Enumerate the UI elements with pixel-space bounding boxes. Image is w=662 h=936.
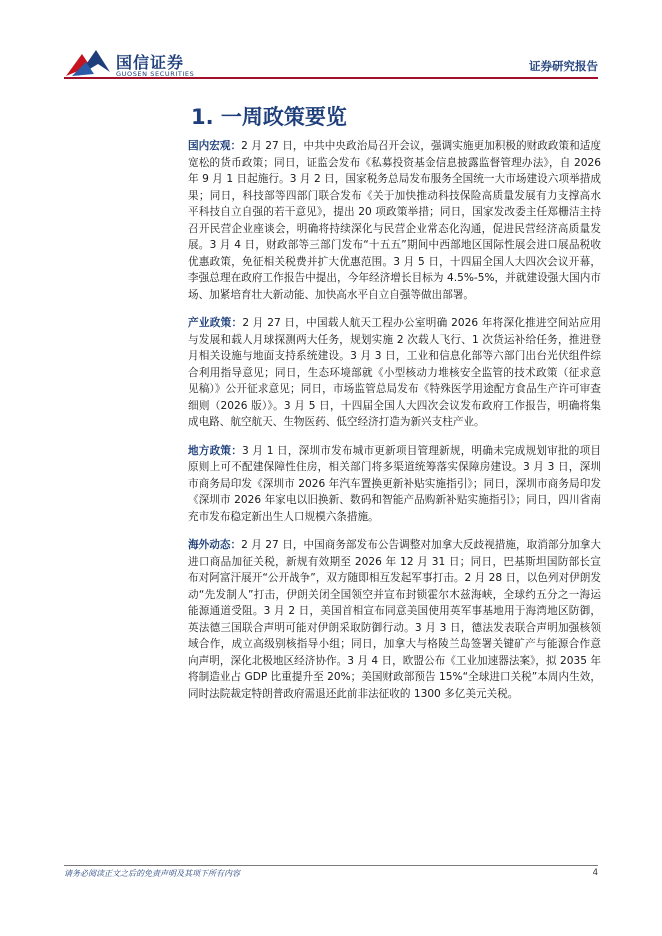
paragraph-text: 2 月 27 日，中共中央政治局召开会议，强调实施更加积极的财政政策和适度宽松的货币政策；同日，证监会发布《私募投资基金信息披露监督管理办法》，自 2026 年 9 月 1 日起施行。3 月 2 日，国家税务总局发布服务全国统一大市场建设六项举措成果；同日，科技部等四部门联合发布《关于加快推动科技保险高质量发展有力支撑高水平科技自立自强的若干意见》，提出 20 项政策举措；同日，国家发改委主任郑栅洁主持召开民营企业座谈会，明确将持续深化与民营企业常态化沟通，促进民营经济高质量发展。3 月 4 日，财政部等三部门发布“十五五”期间中西部地区国际性展会进口展品税收优惠政策，免征相关税费并扩大优惠范围。3 月 5 日，十四届全国人大四次会议开幕，李强总理在政府工作报告中提出，今年经济增长目标为 4.5%-5%，并就建设强大国内市场、加紧培育壮大新动能、加快高水平自立自强等做出部署。 bbox=[188, 140, 601, 301]
header-divider bbox=[64, 77, 598, 79]
logo-text-cn: 国信证券 bbox=[116, 53, 185, 72]
footer-divider bbox=[64, 865, 598, 866]
paragraph-text: 2 月 27 日，中国载人航天工程办公室明确 2026 年将深化推进空间站应用与发展和载人月球探测两大任务，规划实施 2 次载人飞行、1 次货运补给任务，推进登月相关设施与地面支持系统建设。3 月 3 日，工业和信息化部等六部门出台光伏组件综合利用指导意见；同日，生态环境部就《小型核动力堆核安全监管的技术政策（征求意见稿）》公开征求意见；同日，市场监管总局发布《特殊医学用途配方食品生产许可审查细则（2026 版）》。3 月 5 日，十四届全国人大四次会议发布政府工作报告，明确将集成电路、航空航天、生物医药、低空经济打造为新兴支柱产业。 bbox=[188, 317, 602, 428]
policy-content bbox=[188, 138, 601, 714]
guosen-logo-mark-icon bbox=[64, 48, 112, 78]
paragraph-label: 地方政策： bbox=[188, 444, 243, 457]
paragraph-industry-policy bbox=[188, 315, 601, 431]
logo-text-en: GUOSEN SECURITIES bbox=[116, 70, 195, 78]
section-title: 1. 一周政策要览 bbox=[191, 105, 347, 129]
page-number: 4 bbox=[592, 868, 598, 878]
paragraph-domestic-macro bbox=[188, 138, 601, 303]
page-header bbox=[0, 0, 662, 80]
paragraph-label: 海外动态： bbox=[188, 539, 242, 551]
guosen-logo bbox=[64, 48, 214, 80]
paragraph-local-policy bbox=[188, 443, 601, 526]
paragraph-text: 2 月 27 日，中国商务部发布公告调整对加拿大反歧视措施，取消部分加拿大进口商品加征关税，新规有效期至 2026 年 12 月 31 日；同日，巴基斯坦国防部长宣布对阿富汗展开“公开战争”，双方随即相互发起军事打击。2 月 28 日，以色列对伊朗发动“先发制人”打击，伊朗关闭全国领空并宣布封锁霍尔木兹海峡，全球约五分之一海运能源通道受阻。3 月 2 日，美国首相宣布同意美国使用英军事基地用于海湾地区防御，英法德三国联合声明可能对伊朗采取防御行动。3 月 3 日，德法发表联合声明加强核领域合作，成立高级别核指导小组；同日，加拿大与格陵兰岛签署关键矿产与能源合作意向声明，深化北极地区经济协作。3 月 4 日，欧盟公布《工业加速器法案》，拟 2035 年将制造业占 GDP 比重提升至 20%；美国财政部预告 15%“全球进口关税”本周内生效，同时法院裁定特朗普政府需退还此前非法征收的 1300 多亿美元关税。 bbox=[188, 539, 601, 700]
paragraph-overseas bbox=[188, 537, 601, 702]
paragraph-label: 国内宏观： bbox=[188, 140, 242, 152]
paragraph-label: 产业政策： bbox=[188, 317, 243, 329]
paragraph-text: 3 月 1 日，深圳市发布城市更新项目管理新规，明确未完成规划审批的项目原则上可不配建保障性住房，相关部门将多渠道统筹落实保障房建设。3 月 3 日，深圳市商务局印发《深圳市 2026 年汽车置换更新补贴实施指引》；同日，深圳市商务局印发《深圳市 2026 年家电以旧换新、数码和智能产品购新补贴实施指引》；同日，四川省南充市发布稳定新出生人口规模六条措施。 bbox=[188, 444, 601, 523]
report-type-label: 证券研究报告 bbox=[529, 59, 598, 73]
footer-disclaimer: 请务必阅读正文之后的免责声明及其项下所有内容 bbox=[64, 869, 240, 878]
